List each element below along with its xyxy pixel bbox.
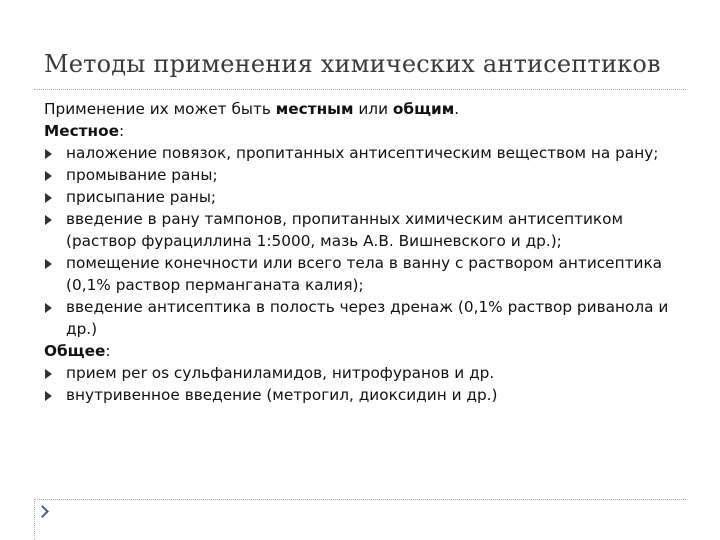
local-section-colon: : — [118, 122, 125, 140]
intro-prefix: Применение их может быть — [44, 100, 276, 118]
triangle-bullet-icon — [45, 171, 52, 181]
local-section-label: Местное — [44, 122, 119, 140]
list-item-text: внутривенное введение (метрогил, диоксидин и др.) — [66, 386, 498, 404]
title-divider — [34, 89, 686, 90]
list-item-text: введение антисептика в полость через дренаж (0,1% раствор риванола и др.) — [66, 298, 669, 338]
list-item-text: помещение конечности или всего тела в ванну с раствором антисептика (0,1% раствор перманганата калия); — [66, 254, 663, 294]
list-item-text: наложение повязок, пропитанных антисептическим веществом на рану; — [66, 144, 659, 162]
intro-middle: или — [353, 100, 393, 118]
list-item — [44, 296, 684, 340]
list-item — [44, 186, 684, 208]
page-title: Методы применения химических антисептиков — [44, 50, 661, 78]
list-item — [44, 384, 684, 406]
triangle-bullet-icon — [45, 259, 52, 269]
list-item-text: прием per os сульфаниламидов, нитрофуранов и др. — [66, 364, 495, 382]
list-item — [44, 252, 684, 296]
list-item — [44, 142, 684, 164]
footer-divider — [34, 499, 686, 500]
footer-left-divider — [34, 499, 35, 540]
local-keyword: местным — [275, 100, 354, 118]
triangle-bullet-icon — [45, 215, 52, 225]
list-item — [44, 208, 684, 252]
general-keyword: общим — [392, 100, 455, 118]
list-item-text: введение в рану тампонов, пропитанных химическим антисептиком (раствор фурациллина 1:5000, мазь А.В. Вишневского и др.); — [66, 210, 624, 250]
triangle-bullet-icon — [45, 369, 52, 379]
intro-line — [44, 98, 684, 120]
slide-body — [44, 98, 684, 406]
list-item-text: промывание раны; — [66, 166, 218, 184]
list-item — [44, 164, 684, 186]
local-methods-list — [44, 142, 684, 340]
chevron-right-icon — [36, 505, 49, 518]
list-item — [44, 362, 684, 384]
triangle-bullet-icon — [45, 391, 52, 401]
general-methods-list — [44, 362, 684, 406]
list-item-text: присыпание раны; — [66, 188, 217, 206]
general-section-label: Общее — [44, 342, 106, 360]
intro-suffix: . — [454, 100, 460, 118]
general-section-colon: : — [105, 342, 111, 360]
triangle-bullet-icon — [45, 193, 52, 203]
triangle-bullet-icon — [45, 149, 52, 159]
triangle-bullet-icon — [45, 303, 52, 313]
local-section-heading — [44, 120, 684, 142]
general-section-heading — [44, 340, 684, 362]
